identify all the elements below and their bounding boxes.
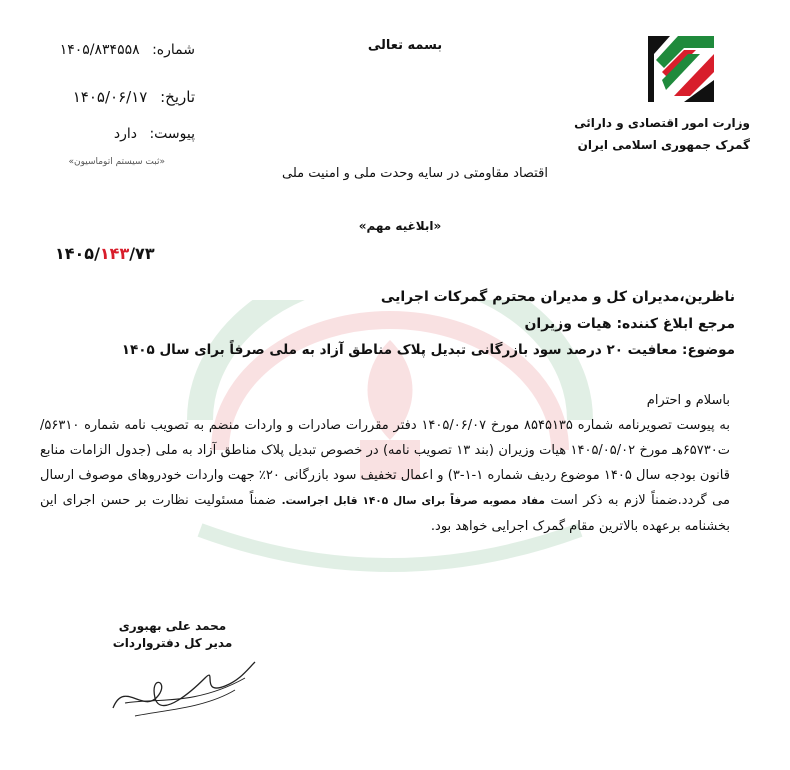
reference-highlight: ۱۴۳ xyxy=(99,244,130,263)
slogan: اقتصاد مقاومتی در سایه وحدت ملی و امنیت ملی xyxy=(282,166,548,181)
attachment-label: پیوست: xyxy=(149,126,195,142)
body-emphasis: مفاد مصوبه صرفاً برای سال ۱۴۰۵ قابل اجراست. xyxy=(281,495,545,507)
number-value: ۱۴۰۵/۸۳۴۵۵۸ xyxy=(59,42,140,58)
signer-name: محمد علی بهبوری xyxy=(118,619,227,633)
addressee: ناظرین،مدیران کل و مدیران محترم گمرکات اجرایی xyxy=(380,289,735,305)
signer-block xyxy=(100,618,245,652)
signer-title: مدیر کل دفترواردات xyxy=(112,636,233,650)
ministry-name xyxy=(550,112,750,156)
body-main: به پیوست تصویرنامه شماره ۸۵۴۵۱۳۵ مورخ ۱۴۰۵/۰۶/۰۷ دفتر مقررات صادرات و واردات منضم به تصویب نامه شماره ۵۶۳۱۰/ت۶۵۷۳۰هـ مورخ ۱۴۰۵/۰۵/۰۲ هیات وزیران (بند ۱۳ تصویب نامه) در خصوص تبدیل پلاک مناطق آزاد به ملی (جدول الزامات منابع قانون بودجه سال ۱۴۰۵ موضوع ردیف شماره ۱-۱-۳) و اعمال تخفیف سود بازرگانی ۲۰٪ جهت واردات خودروهای موصوف ارسال می گردد.ضمناً لازم به ذکر است xyxy=(40,418,730,508)
subject-line: موضوع: معافیت ۲۰ درصد سود بازرگانی تبدیل پلاک مناطق آزاد به ملی صرفاً برای سال ۱۴۰۵ xyxy=(121,342,735,358)
number-label: شماره: xyxy=(152,42,195,58)
customs-logo-icon xyxy=(644,32,718,110)
date-label: تاریخ: xyxy=(160,88,195,106)
reference-suffix: /۷۳ xyxy=(129,244,155,263)
notice-title: «ابلاغیه مهم» xyxy=(358,219,442,233)
issuing-authority: مرجع ابلاغ کننده: هیات وزیران xyxy=(524,316,735,332)
letter-date xyxy=(73,88,195,106)
reference-number xyxy=(55,244,155,263)
signature-icon xyxy=(105,648,265,728)
bismillah-heading: بسمه تعالی xyxy=(367,38,443,53)
attachment-value: دارد xyxy=(113,126,137,142)
ministry-line: وزارت امور اقتصادی و دارائی xyxy=(574,116,750,130)
letter-number xyxy=(60,42,195,58)
body-closing: ضمناً مسئولیت نظارت بر حسن اجرای این بخشنامه برعهده بالاترین مقام گمرک اجرایی خواهد بود. xyxy=(40,493,730,534)
letter-attachment xyxy=(114,126,195,142)
greeting: باسلام و احترام xyxy=(646,393,730,408)
date-value: ۱۴۰۵/۰۶/۱۷ xyxy=(72,88,148,106)
letter-body xyxy=(40,388,730,539)
body-paragraph xyxy=(40,413,730,539)
system-note: «ثبت سیستم اتوماسیون» xyxy=(68,157,165,167)
customs-line: گمرک جمهوری اسلامی ایران xyxy=(577,138,750,152)
reference-year: ۱۴۰۵/ xyxy=(55,244,100,263)
